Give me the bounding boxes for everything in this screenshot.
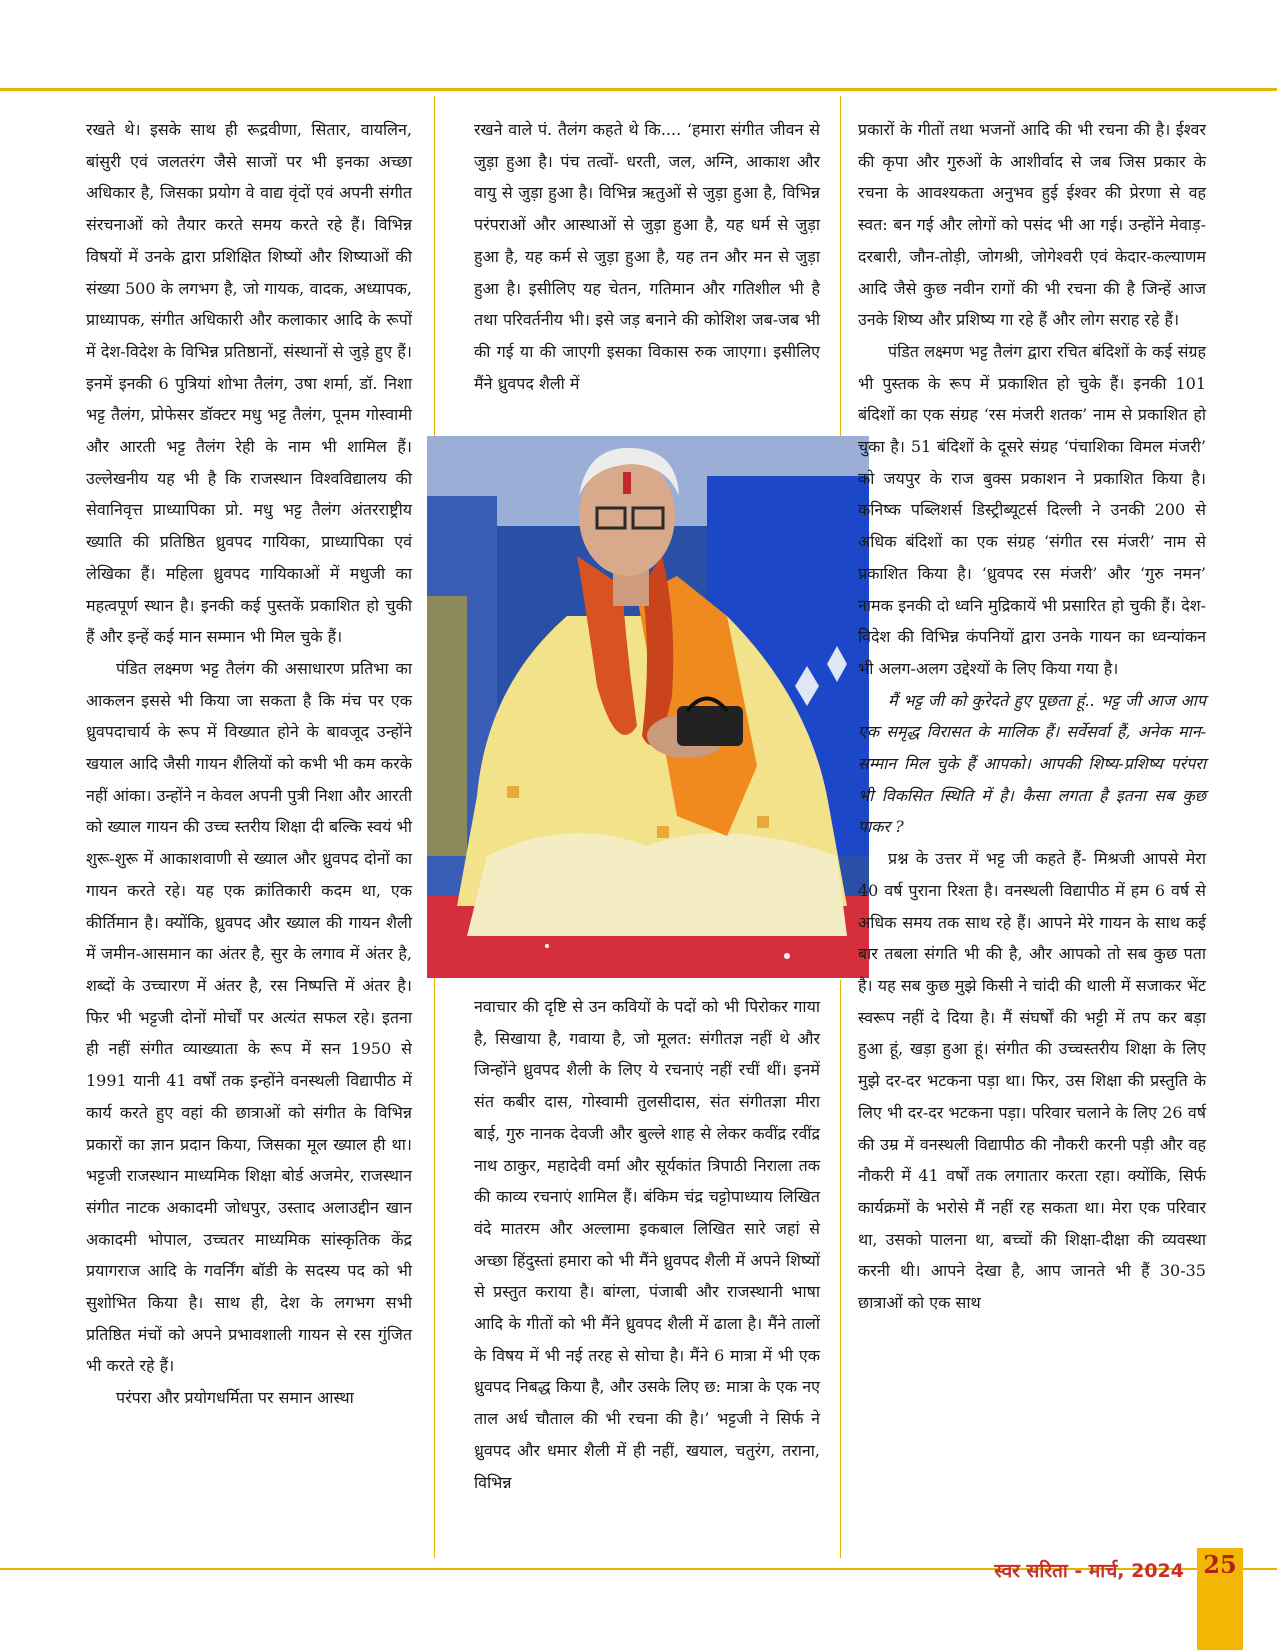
article-paragraph: पंडित लक्ष्मण भट्ट तैलंग की असाधारण प्रतिभा का आकलन इससे भी किया जा सकता है कि मंच पर एक ध्रुवपदाचार्य के रूप में विख्यात होने के बावजूद उन्होंने खयाल आदि जैसी गायन शैलियों को कभी भी कम करके नहीं आंका। उन्होंने न केवल अपनी पुत्री निशा और आरती को ख्याल गायन की उच्च स्तरीय शिक्षा दी बल्कि स्वयं भी शुरू-शुरू में आकाशवाणी से ख्याल और ध्रुवपद दोनों का गायन करते रहे। यह एक क्रांतिकारी कदम था, एक कीर्तिमान है। क्योंकि, ध्रुवपद और ख्याल की गायन शैली में जमीन-आसमान का अंतर है, सुर के लगाव में अंतर है, शब्दों के उच्चारण में अंतर है, रस निष्पत्ति में अंतर है। फिर भी भट्टजी दोनों मोर्चों पर अत्यंत सफल रहे। इतना ही नहीं संगीत व्याख्याता के रूप में सन 1950 से 1991 यानी 41 वर्षों तक इन्होंने वनस्थली विद्यापीठ में कार्य करते हुए वहां की छात्राओं को संगीत के विभिन्न प्रकारों का ज्ञान प्रदान किया, जिसका मूल ख्याल ही था। भट्टजी राजस्थान माध्यमिक शिक्षा बोर्ड अजमेर, राजस्थान संगीत नाटक अकादमी जोधपुर, उस्ताद अलाउद्दीन खान अकादमी भोपाल, उच्चतर माध्यमिक सांस्कृतिक केंद्र प्रयागराज आदि के गवर्निंग बॉडी के सदस्य पद को भी सुशोभित किया है। साथ ही, देश के लगभग सभी प्रतिष्ठित मंचों को अपने प्रभावशाली गायन से रस गुंजित भी करते रहे हैं।: [86, 658, 412, 1376]
column-divider: [840, 96, 841, 436]
interview-question: मैं भट्ट जी को कुरेदते हुए पूछता हूं.. भट्ट जी आज आप एक समृद्ध विरासत के मालिक हैं। सर्वेसर्वा हैं, अनेक मान-सम्मान मिल चुके हैं आपको। आपकी शिष्य-प्रशिष्य परंपरा भी विकसित स्थिति में है। कैसा लगता है इतना सब कुछ पाकर ?: [858, 690, 1206, 837]
article-column-2-top: [474, 114, 820, 399]
article-paragraph: प्रकारों के गीतों तथा भजनों आदि की भी रचना की है। ईश्वर की कृपा और गुरुओं के आशीर्वाद से जब जिस प्रकार के रचना के आवश्यकता अनुभव हुई ईश्वर की प्रेरणा से वह स्वत: बन गई और लोगों को पसंद भी आ गई। उन्होंने मेवाड़-दरबारी, जौन-तोड़ी, जोगश्री, जोगेश्वरी एवं केदार-कल्याणम आदि जैसे कुछ नवीन रागों की भी रचना की है जिन्हें आज उनके शिष्य और प्रशिष्य गा रहे हैं और लोग सराह रहे हैं।: [858, 120, 1206, 330]
top-rule: [0, 88, 1277, 91]
article-paragraph: प्रश्न के उत्तर में भट्ट जी कहते हैं- मिश्रजी आपसे मेरा 40 वर्ष पुराना रिश्ता है। वनस्थली विद्यापीठ में हम 6 वर्ष से अधिक समय तक साथ रहे हैं। आपने मेरे गायन के साथ कई बार तबला संगति भी की है, और आपको तो सब कुछ पता है। यह सब कुछ मुझे किसी ने चांदी की थाली में सजाकर भेंट स्वरूप नहीं दे दिया है। मैं संघर्षों की भट्टी में तप कर बड़ा हुआ हूं, खड़ा हुआ हूं। संगीत की उच्चस्तरीय शिक्षा के लिए मुझे दर-दर भटकना पड़ा था। फिर, उस शिक्षा की प्रस्तुति के लिए भी दर-दर भटकना पड़ा। परिवार चलाने के लिए 26 वर्ष की उम्र में वनस्थली विद्यापीठ की नौकरी करनी पड़ी और वह नौकरी में 41 वर्षों तक लगातार करता रहा। क्योंकि, सिर्फ कार्यक्रमों के भरोसे मैं नहीं रह सकता था। मेरा एक परिवार था, उसको पालना था, बच्चों की शिक्षा-दीक्षा की व्यवस्था करनी थी। आपने देखा है, आप जानते भी हैं 30-35 छात्राओं को एक साथ: [858, 849, 1206, 1313]
article-column-2-bottom: [474, 991, 820, 1498]
article-paragraph: पंडित लक्ष्मण भट्ट तैलंग द्वारा रचित बंदिशों के कई संग्रह भी पुस्तक के रूप में प्रकाशित हो चुके हैं। इनकी 101 बंदिशों का एक संग्रह ‘रस मंजरी शतक’ नाम से प्रकाशित हो चुका है। 51 बंदिशों के दूसरे संग्रह ‘पंचाशिका विमल मंजरी’ को जयपुर के राज बुक्स प्रकाशन ने प्रकाशित किया है। कनिष्क पब्लिशर्स डिस्ट्रीब्यूटर्स दिल्ली ने उनकी 200 से अधिक बंदिशों का एक संग्रह ‘संगीत रस मंजरी’ नाम से प्रकाशित किया है। ‘ध्रुवपद रस मंजरी’ और ‘गुरु नमन’ नामक इनकी दो ध्वनि मुद्रिकायें भी प्रसारित हो चुकी हैं। देश-विदेश की विभिन्न कंपनियों द्वारा उनके गायन का ध्वन्यांकन भी अलग-अलग उद्देश्यों के लिए किया गया है।: [858, 341, 1206, 678]
column-divider: [840, 980, 841, 1558]
article-column-1: [86, 114, 412, 1414]
page-number: 25: [1203, 1550, 1237, 1579]
article-column-3: [858, 114, 1206, 1319]
article-paragraph: नवाचार की दृष्टि से उन कवियों के पदों को भी पिरोकर गाया है, सिखाया है, गवाया है, जो मूलत: संगीतज्ञ नहीं थे और जिन्होंने ध्रुवपद शैली के लिए ये रचनाएं नहीं रचीं थीं। इनमें संत कबीर दास, गोस्वामी तुलसीदास, संत संगीतज्ञा मीरा बाई, गुरु नानक देवजी और बुल्ले शाह से लेकर कवींद्र रवींद्र नाथ ठाकुर, महादेवी वर्मा और सूर्यकांत त्रिपाठी निराला तक की काव्य रचनाएं शामिल हैं। बंकिम चंद्र चट्टोपाध्याय लिखित वंदे मातरम और अल्लामा इकबाल लिखित सारे जहां से अच्छा हिंदुस्तां हमारा को भी मैंने ध्रुवपद शैली में अपने शिष्यों से प्रस्तुत कराया है। बांग्ला, पंजाबी और राजस्थानी भाषा आदि के गीतों को भी मैंने ध्रुवपद शैली में ढाला है। मैंने तालों के विषय में भी नई तरह से सोचा है। मैंने 6 मात्रा में भी एक ध्रुवपद निबद्ध किया है, और उसके लिए छ: मात्रा के एक नए ताल अर्ध चौताल की भी रचना की है।’ भट्टजी ने सिर्फ ने ध्रुवपद और धमार शैली में ही नहीं, खयाल, चतुरंग, तराना, विभिन्न: [474, 997, 820, 1492]
magazine-issue-label: स्वर सरिता - मार्च, 2024: [994, 1560, 1184, 1582]
article-paragraph: रखने वाले पं. तैलंग कहते थे कि.... ‘हमारा संगीत जीवन से जुड़ा हुआ है। पंच तत्वों- धरती, जल, अग्नि, आकाश और वायु से जुड़ा हुआ है। विभिन्न ऋतुओं से जुड़ा हुआ है, विभिन्न परंपराओं और आस्थाओं से जुड़ा हुआ है, यह धर्म से जुड़ा हुआ है, यह कर्म से जुड़ा हुआ है, यह तन और मन से जुड़ा हुआ है। इसीलिए यह चेतन, गतिमान और गतिशील भी है तथा परिवर्तनीय भी। इसे जड़ बनाने की कोशिश जब-जब भी की गई या की जाएगी इसका विकास रुक जाएगा। इसीलिए मैंने ध्रुवपद शैली में: [474, 120, 820, 393]
article-paragraph: रखते थे। इसके साथ ही रूद्रवीणा, सितार, वायलिन, बांसुरी एवं जलतरंग जैसे साजों पर भी इनका अच्छा अधिकार है, जिसका प्रयोग वे वाद्य वृंदों एवं अपनी संगीत संरचनाओं को तैयार करते समय करते रहे हैं। विभिन्न विषयों में उनके द्वारा प्रशिक्षित शिष्यों और शिष्याओं की संख्या 500 के लगभग है, जो गायक, वादक, अध्यापक, प्राध्यापक, संगीत अधिकारी और कलाकार आदि के रूपों में देश-विदेश के विभिन्न प्रतिष्ठानों, संस्थानों से जुड़े हुए हैं। इनमें इनकी 6 पुत्रियां शोभा तैलंग, उषा शर्मा, डॉ. निशा भट्ट तैलंग, प्रोफेसर डॉक्टर मधु भट्ट तैलंग, पूनम गोस्वामी और आरती भट्ट तैलंग रेही के नाम भी शामिल हैं। उल्लेखनीय यह भी है कि राजस्थान विश्वविद्यालय की सेवानिवृत्त प्राध्यापिका प्रो. मधु भट्ट तैलंग अंतरराष्ट्रीय ख्याति की प्रतिष्ठित ध्रुवपद गायिका, प्राध्यापिका एवं लेखिका हैं। महिला ध्रुवपद गायिकाओं में मधुजी का महत्वपूर्ण स्थान है। इनकी कई पुस्तकें प्रकाशित हो चुकी हैं और इन्हें कई मान सम्मान भी मिल चुके हैं।: [86, 120, 412, 647]
portrait-photo: [427, 436, 869, 978]
article-paragraph: परंपरा और प्रयोगधर्मिता पर समान आस्था: [116, 1388, 354, 1408]
